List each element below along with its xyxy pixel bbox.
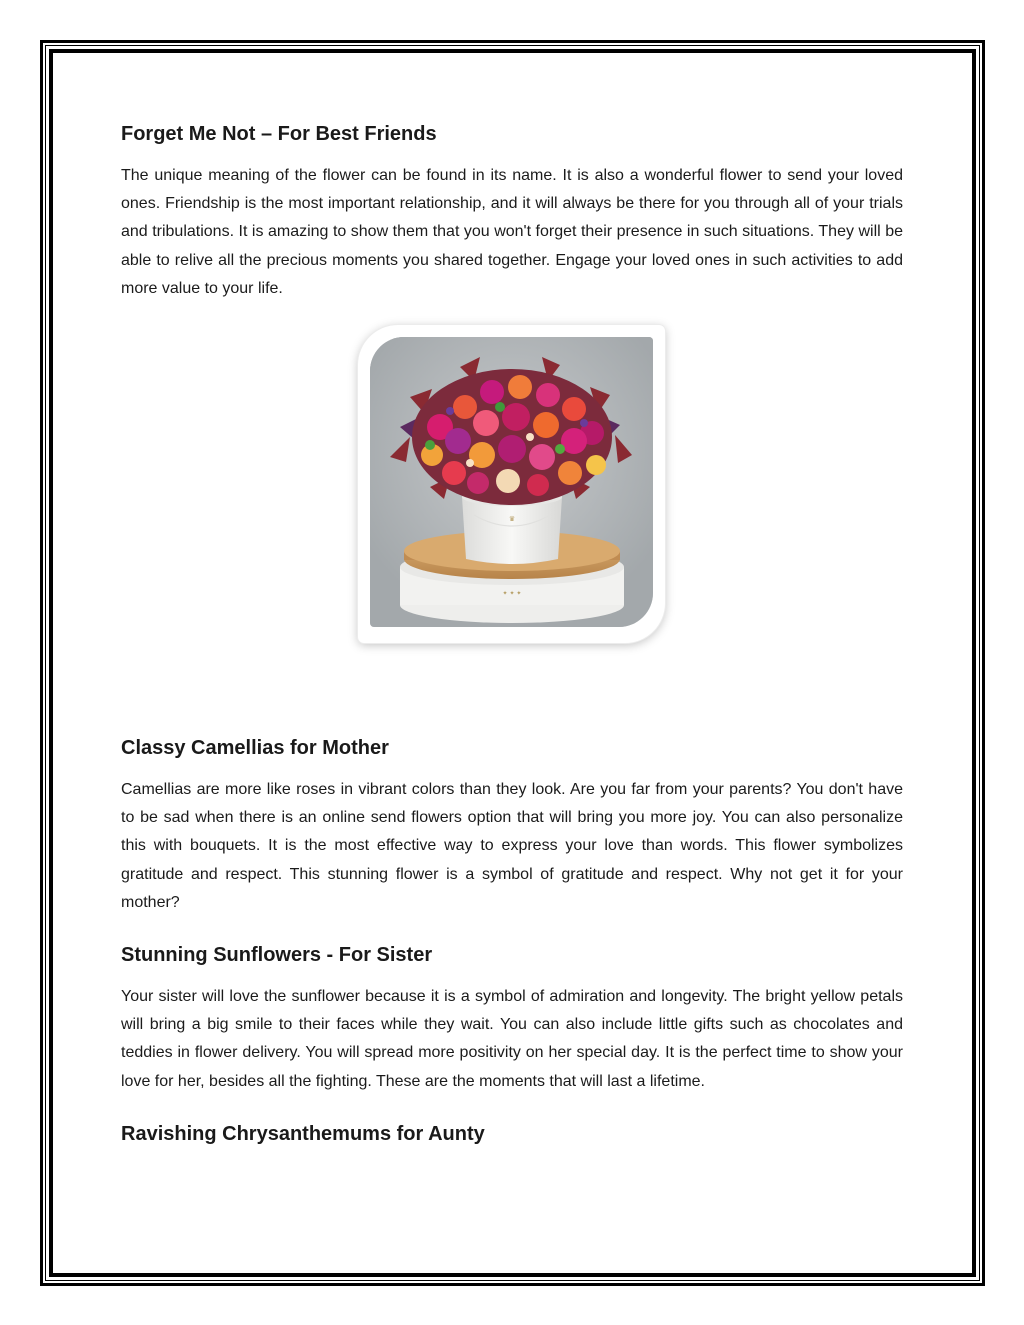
section-paragraph: Camellias are more like roses in vibrant colors than they look. Are you far from your parents? You don't have to be sad when there is an online send flowers option that will bring you more joy. You can also personalize this with bouquets. It is the most effective way to express your love than words. This flower symbolizes gratitude and respect. This stunning flower is a symbol of gratitude and respect. Why not get it for your mother? [121,781,903,911]
figure-container [121,325,903,732]
section-camellias [121,732,903,917]
section-heading: Ravishing Chrysanthemums for Aunty [121,1122,485,1145]
section-heading: Forget Me Not – For Best Friends [121,123,437,145]
section-heading: Classy Camellias for Mother [121,737,389,760]
section-heading: Stunning Sunflowers - For Sister [121,944,433,967]
section-paragraph: The unique meaning of the flower can be found in its name. It is also a wonderful flower to send your loved ones. Friendship is the most important relationship, and it will always be there for you through all of your trials and tribulations. It is amazing to show them that you won't forget their presence in such situations. They will be able to relive all the precious moments you shared together. Engage your loved ones in such activities to add more value to your life. [121,167,903,297]
document-content [121,118,903,1150]
image-frame [358,325,665,643]
section-chrysanthemums [121,1118,903,1150]
flower-bouquet-image [370,337,653,627]
flower-bouquet-in-white-box-image [370,337,653,627]
svg-text:✦ ✦ ✦: ✦ ✦ ✦ [502,590,522,598]
section-forget-me-not [121,118,903,303]
section-sunflowers [121,939,903,1096]
svg-text:♛: ♛ [508,515,516,524]
section-paragraph: Your sister will love the sunflower because it is a symbol of admiration and longevity. The bright yellow petals will bring a big smile to their faces while they wait. You can also include little gifts such as chocolates and teddies in flower delivery. You will spread more positivity on her special day. It is the perfect time to show your love for her, besides all the fighting. These are the moments that will last a lifetime. [121,988,903,1090]
